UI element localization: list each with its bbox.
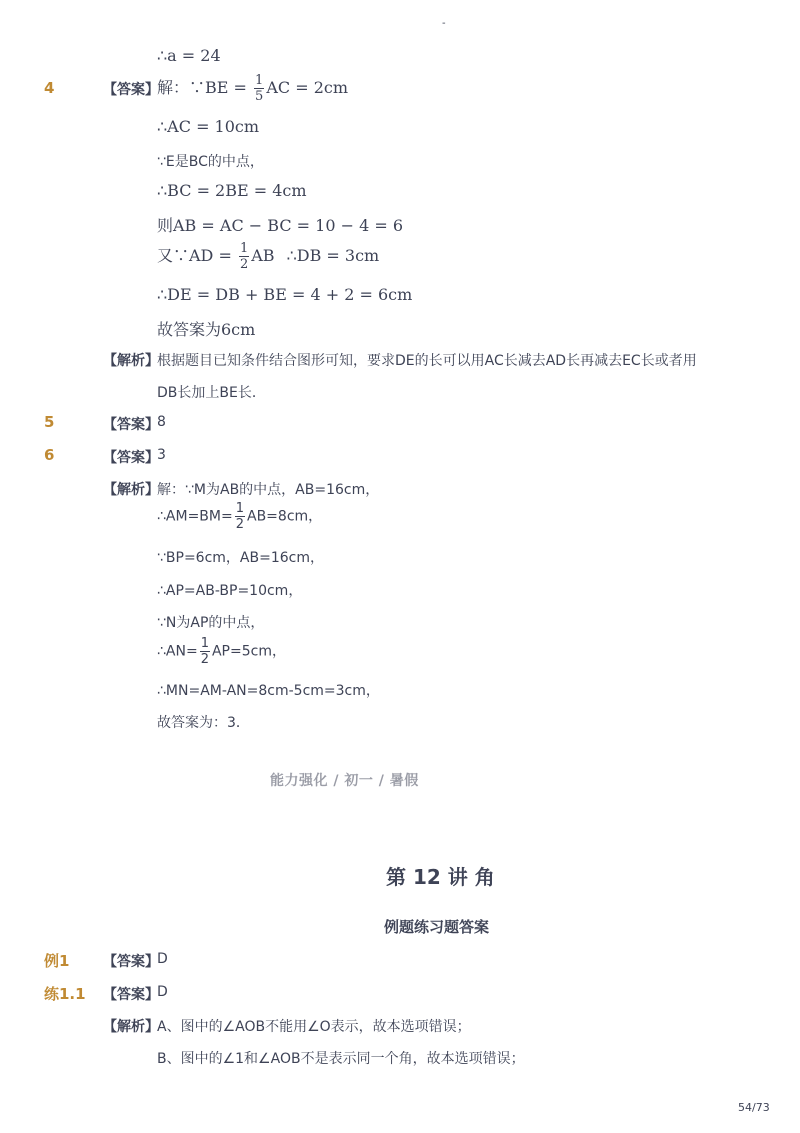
ex1-1-analysis-tag: 【解析】 <box>103 1019 159 1035</box>
q4-answer-tag: 【答案】 <box>103 82 159 98</box>
header-mark: - <box>442 18 446 29</box>
q6-frac2-num: 1 <box>200 636 209 651</box>
q6-line-6a: ∴AN= <box>157 643 198 660</box>
q4-line-4: ∴BC = 2BE = 4cm <box>157 181 307 200</box>
q4-frac-2 <box>239 242 249 271</box>
ex1-1-analysis-a: A、图中的∠AOB不能用∠O表示，故本选项错误； <box>157 1019 471 1035</box>
q4-number: 4 <box>44 79 55 97</box>
q6-line-2a: ∴AM=BM= <box>157 508 233 525</box>
ex1-label: 例1 <box>44 952 70 970</box>
q4-frac2-num: 1 <box>239 241 249 256</box>
q4-analysis-2: DB长加上BE长． <box>157 385 266 401</box>
q4-line-7: ∴DE = DB + BE = 4 + 2 = 6cm <box>157 285 413 304</box>
q4-line-3: ∵E是BC的中点， <box>157 154 264 170</box>
q4-analysis-tag: 【解析】 <box>103 353 159 369</box>
q6-frac1-den: 2 <box>235 517 244 532</box>
q6-frac2-den: 2 <box>200 652 209 667</box>
q3-tail-line: ∴a = 24 <box>157 46 221 65</box>
ex1-answer-tag: 【答案】 <box>103 954 159 970</box>
q6-line-2 <box>157 502 322 531</box>
section-subtitle: 例题练习题答案 <box>384 918 490 936</box>
q6-answer: 3 <box>157 447 166 463</box>
q5-number: 5 <box>44 413 55 431</box>
q6-line-2b: AB=8cm， <box>247 508 323 525</box>
q6-line-6b: AP=5cm， <box>211 643 286 660</box>
ex1-1-answer: D <box>157 984 168 1000</box>
q4-frac2-den: 2 <box>239 257 249 272</box>
q4-line-5: 则AB = AC − BC = 10 − 4 = 6 <box>157 216 404 235</box>
q4-analysis-1: 根据题目已知条件结合图形可知，要求DE的长可以用AC长减去AD长再减去EC长或者用 <box>157 353 697 369</box>
q6-line-3: ∵BP=6cm，AB=16cm， <box>157 550 324 566</box>
ex1-1-analysis-b: B、图中的∠1和∠AOB不是表示同一个角，故本选项错误； <box>157 1051 525 1067</box>
q6-line-5: ∵N为AP的中点， <box>157 615 265 631</box>
q5-answer: 8 <box>157 414 166 430</box>
q4-line-6c: ∴DB = 3cm <box>286 246 380 265</box>
q6-line-4: ∴AP=AB-BP=10cm， <box>157 583 303 599</box>
q4-line-6a: 又∵AD = <box>157 246 237 265</box>
q6-frac-1 <box>235 502 245 531</box>
q6-analysis-tag: 【解析】 <box>103 482 159 498</box>
q6-line-1: 解：∵M为AB的中点，AB=16cm， <box>157 482 380 498</box>
q4-line-8: 故答案为6cm <box>157 320 256 339</box>
q4-line-1 <box>157 74 348 103</box>
q6-frac-2 <box>200 637 210 666</box>
section-title: 第 12 讲 角 <box>386 865 495 889</box>
q4-line-1a: 解：∵BE = <box>157 78 253 97</box>
q4-line-1b: AC = 2cm <box>266 78 348 97</box>
q4-line-2: ∴AC = 10cm <box>157 117 260 136</box>
ex1-1-answer-tag: 【答案】 <box>103 987 159 1003</box>
q6-frac1-num: 1 <box>235 501 244 516</box>
q4-frac-1 <box>254 74 264 103</box>
q4-line-6b: AB <box>251 246 275 265</box>
page-number: 54/73 <box>738 1101 770 1114</box>
q6-line-8: 故答案为：3． <box>157 715 250 731</box>
footer-band-text: 能力强化 / 初一 / 暑假 <box>270 773 419 789</box>
q6-number: 6 <box>44 446 55 464</box>
ex1-1-label: 练1.1 <box>44 985 86 1003</box>
q6-line-6 <box>157 637 286 666</box>
q6-answer-tag: 【答案】 <box>103 450 159 466</box>
q4-frac1-num: 1 <box>255 73 264 88</box>
q6-line-7: ∴MN=AM-AN=8cm-5cm=3cm， <box>157 683 380 699</box>
q4-frac1-den: 5 <box>255 89 264 104</box>
q5-answer-tag: 【答案】 <box>103 417 159 433</box>
q4-line-6 <box>157 242 379 271</box>
ex1-answer: D <box>157 951 168 967</box>
